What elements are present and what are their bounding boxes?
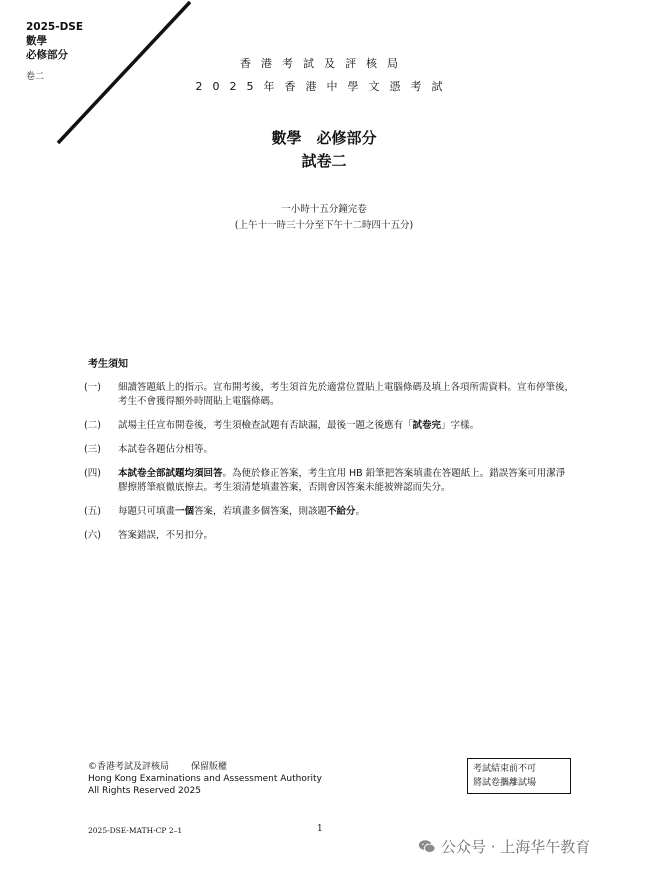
instruction-text-part: 每題只可填畫 <box>118 506 176 517</box>
watermark-text: 公众号 · 上海华午教育 <box>441 838 591 856</box>
instruction-emphasis: 一個 <box>175 506 195 517</box>
watermark <box>418 836 590 857</box>
wechat-icon <box>418 839 436 854</box>
exam-duration: 一小時十五分鐘完卷 <box>281 204 367 215</box>
rights-cn: 保留版權 <box>191 762 228 772</box>
instruction-emphasis: 不給分 <box>327 506 356 517</box>
notice-line-1: 考試結束前不可 <box>473 764 537 774</box>
instructions-list <box>84 381 574 553</box>
corner-paper: 卷二 <box>26 72 45 82</box>
instruction-item <box>84 443 574 457</box>
instruction-emphasis: 試卷完 <box>412 420 442 431</box>
instructions-heading: 考生須知 <box>88 359 128 370</box>
instruction-number: (二) <box>84 420 101 431</box>
authority-en: Hong Kong Examinations and Assessment Authority <box>88 774 322 784</box>
corner-subject: 數學 <box>26 35 47 47</box>
authority-name: 香港考試及評核局 <box>240 57 408 70</box>
copyright-cn-line <box>88 761 322 773</box>
instruction-text <box>118 467 574 495</box>
instruction-text-part: 」字樣。 <box>441 420 480 431</box>
instruction-text-part: 答案，若填畫多個答案，則該題 <box>194 506 328 517</box>
exam-time-range: (上午十一時三十分至下午十二時四十五分) <box>234 220 414 231</box>
exam-code: 2025-DSE <box>26 21 84 33</box>
no-removal-notice <box>467 758 571 794</box>
subject-title: 數學 必修部分 <box>271 129 377 147</box>
instruction-number: (三) <box>84 444 101 455</box>
copyright-cn: ©香港考試及評核局 <box>88 762 170 772</box>
instruction-text-part: 。為便於修正答案，考生宜用 HB 鉛筆把答案填畫在答題紙上。錯誤答案可用潔淨膠擦將筆痕徹底擦去。考生須清楚填畫答案，否則會因答案未能被辨認而失分。 <box>118 468 566 493</box>
instruction-text: 細讀答題紙上的指示。宣布開考後，考生須首先於適當位置貼上電腦條碼及填上各項所需資料。宣布停筆後，考生不會獲得額外時間貼上電腦條碼。 <box>118 382 575 407</box>
instruction-text <box>118 505 574 519</box>
corner-part: 必修部分 <box>26 49 68 61</box>
instruction-number: (五) <box>84 506 101 517</box>
copyright-block <box>88 761 322 797</box>
paper-title: 試卷二 <box>301 152 347 170</box>
instruction-item <box>84 381 574 409</box>
instruction-number: (六) <box>84 530 101 541</box>
page-number: 1 <box>317 824 323 834</box>
instruction-item <box>84 529 574 543</box>
instruction-emphasis: 本試卷全部試題均須回答 <box>118 468 223 479</box>
instruction-text-part: 試場主任宣布開卷後，考生須檢查試題有否缺漏，最後一題之後應有「 <box>118 420 413 431</box>
rights-en: All Rights Reserved 2025 <box>88 786 201 796</box>
paper-code-block <box>26 20 83 84</box>
document-code: 2025-DSE-MATH-CP 2–1 <box>88 826 183 835</box>
instruction-text: 本試卷各題佔分相等。 <box>118 444 214 455</box>
instruction-item <box>84 467 574 495</box>
instruction-number: (一) <box>84 382 101 393</box>
instruction-text: 答案錯誤，不另扣分。 <box>118 530 214 541</box>
instruction-text <box>118 419 574 433</box>
instruction-number: (四) <box>84 468 101 479</box>
notice-line-2: 將試卷攜離試場 <box>473 778 537 788</box>
instruction-item <box>84 505 574 519</box>
instruction-item <box>84 419 574 433</box>
exam-name: 2025年香港中學文憑考試 <box>195 80 453 93</box>
instruction-text-part: 。 <box>355 506 366 517</box>
